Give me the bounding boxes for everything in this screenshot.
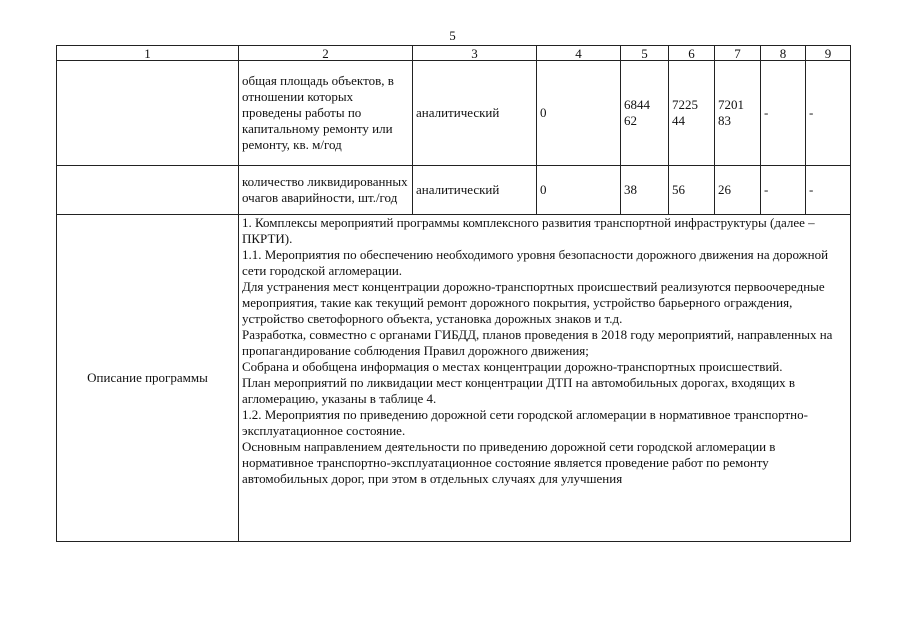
paragraph: План мероприятий по ликвидации мест концентрации ДТП на автомобильных дорогах, входящих в агломерацию, указаны в таблице 4. (242, 375, 796, 406)
paragraph: 1. Комплексы мероприятий программы комплексного развития транспортной инфраструктуры (далее – ПКРТИ). (242, 215, 815, 246)
empty-cell (57, 61, 239, 166)
empty-cell (57, 166, 239, 215)
paragraph: Собрана и обобщена информация о местах концентрации дорожно-транспортных происшествий. (242, 359, 783, 374)
method-cell: аналитический (413, 166, 537, 215)
column-number: 1 (57, 46, 239, 61)
value-cell: - (761, 166, 806, 215)
column-number: 6 (669, 46, 715, 61)
method-cell: аналитический (413, 61, 537, 166)
base-value-cell: 0 (537, 166, 621, 215)
value-cell: - (806, 166, 851, 215)
header-row (57, 46, 851, 61)
column-number: 8 (761, 46, 806, 61)
page-number: 5 (449, 28, 456, 43)
paragraph: Разработка, совместно с органами ГИБДД, планов проведения в 2018 году мероприятий, направленных на пропагандирование соблюдения Правил дорожного движения; (242, 327, 833, 358)
table-row (57, 215, 851, 542)
indicator-cell: количество ликвидированных очагов аварийности, шт./год (239, 166, 413, 215)
value-cell: - (761, 61, 806, 166)
indicator-cell: общая площадь объектов, в отношении которых проведены работы по капитальному ремонту или ремонту, кв. м/год (239, 61, 413, 166)
base-value-cell: 0 (537, 61, 621, 166)
column-number: 7 (715, 46, 761, 61)
paragraph: Для устранения мест концентрации дорожно-транспортных происшествий реализуются первоочередные мероприятия, такие как текущий ремонт дорожного покрытия, устройство барьерного ограждения, устройство светофорного объекта, установка дорожных знаков и т.д. (242, 279, 825, 326)
program-table (56, 45, 851, 542)
column-number: 2 (239, 46, 413, 61)
value-cell: 6844 62 (621, 61, 669, 166)
column-number: 5 (621, 46, 669, 61)
value-cell: 26 (715, 166, 761, 215)
value-cell: 7225 44 (669, 61, 715, 166)
value-cell: - (806, 61, 851, 166)
column-number: 9 (806, 46, 851, 61)
paragraph: Основным направлением деятельности по приведению дорожной сети городской агломерации в нормативное транспортно-эксплуатационное состояние является проведение работ по ремонту автомобильных дорог, при этом в отдельных случаях для улучшения (242, 439, 776, 486)
description-text (239, 215, 851, 542)
description-label: Описание программы (57, 215, 239, 542)
column-number: 4 (537, 46, 621, 61)
column-number: 3 (413, 46, 537, 61)
value-cell: 7201 83 (715, 61, 761, 166)
value-cell: 56 (669, 166, 715, 215)
paragraph: 1.1. Мероприятия по обеспечению необходимого уровня безопасности дорожного движения на дорожной сети городской агломерации. (242, 247, 829, 278)
paragraph: 1.2. Мероприятия по приведению дорожной сети городской агломерации в нормативное транспортно-эксплуатационное состояние. (242, 407, 808, 438)
table-row (57, 61, 851, 166)
table-row (57, 166, 851, 215)
value-cell: 38 (621, 166, 669, 215)
